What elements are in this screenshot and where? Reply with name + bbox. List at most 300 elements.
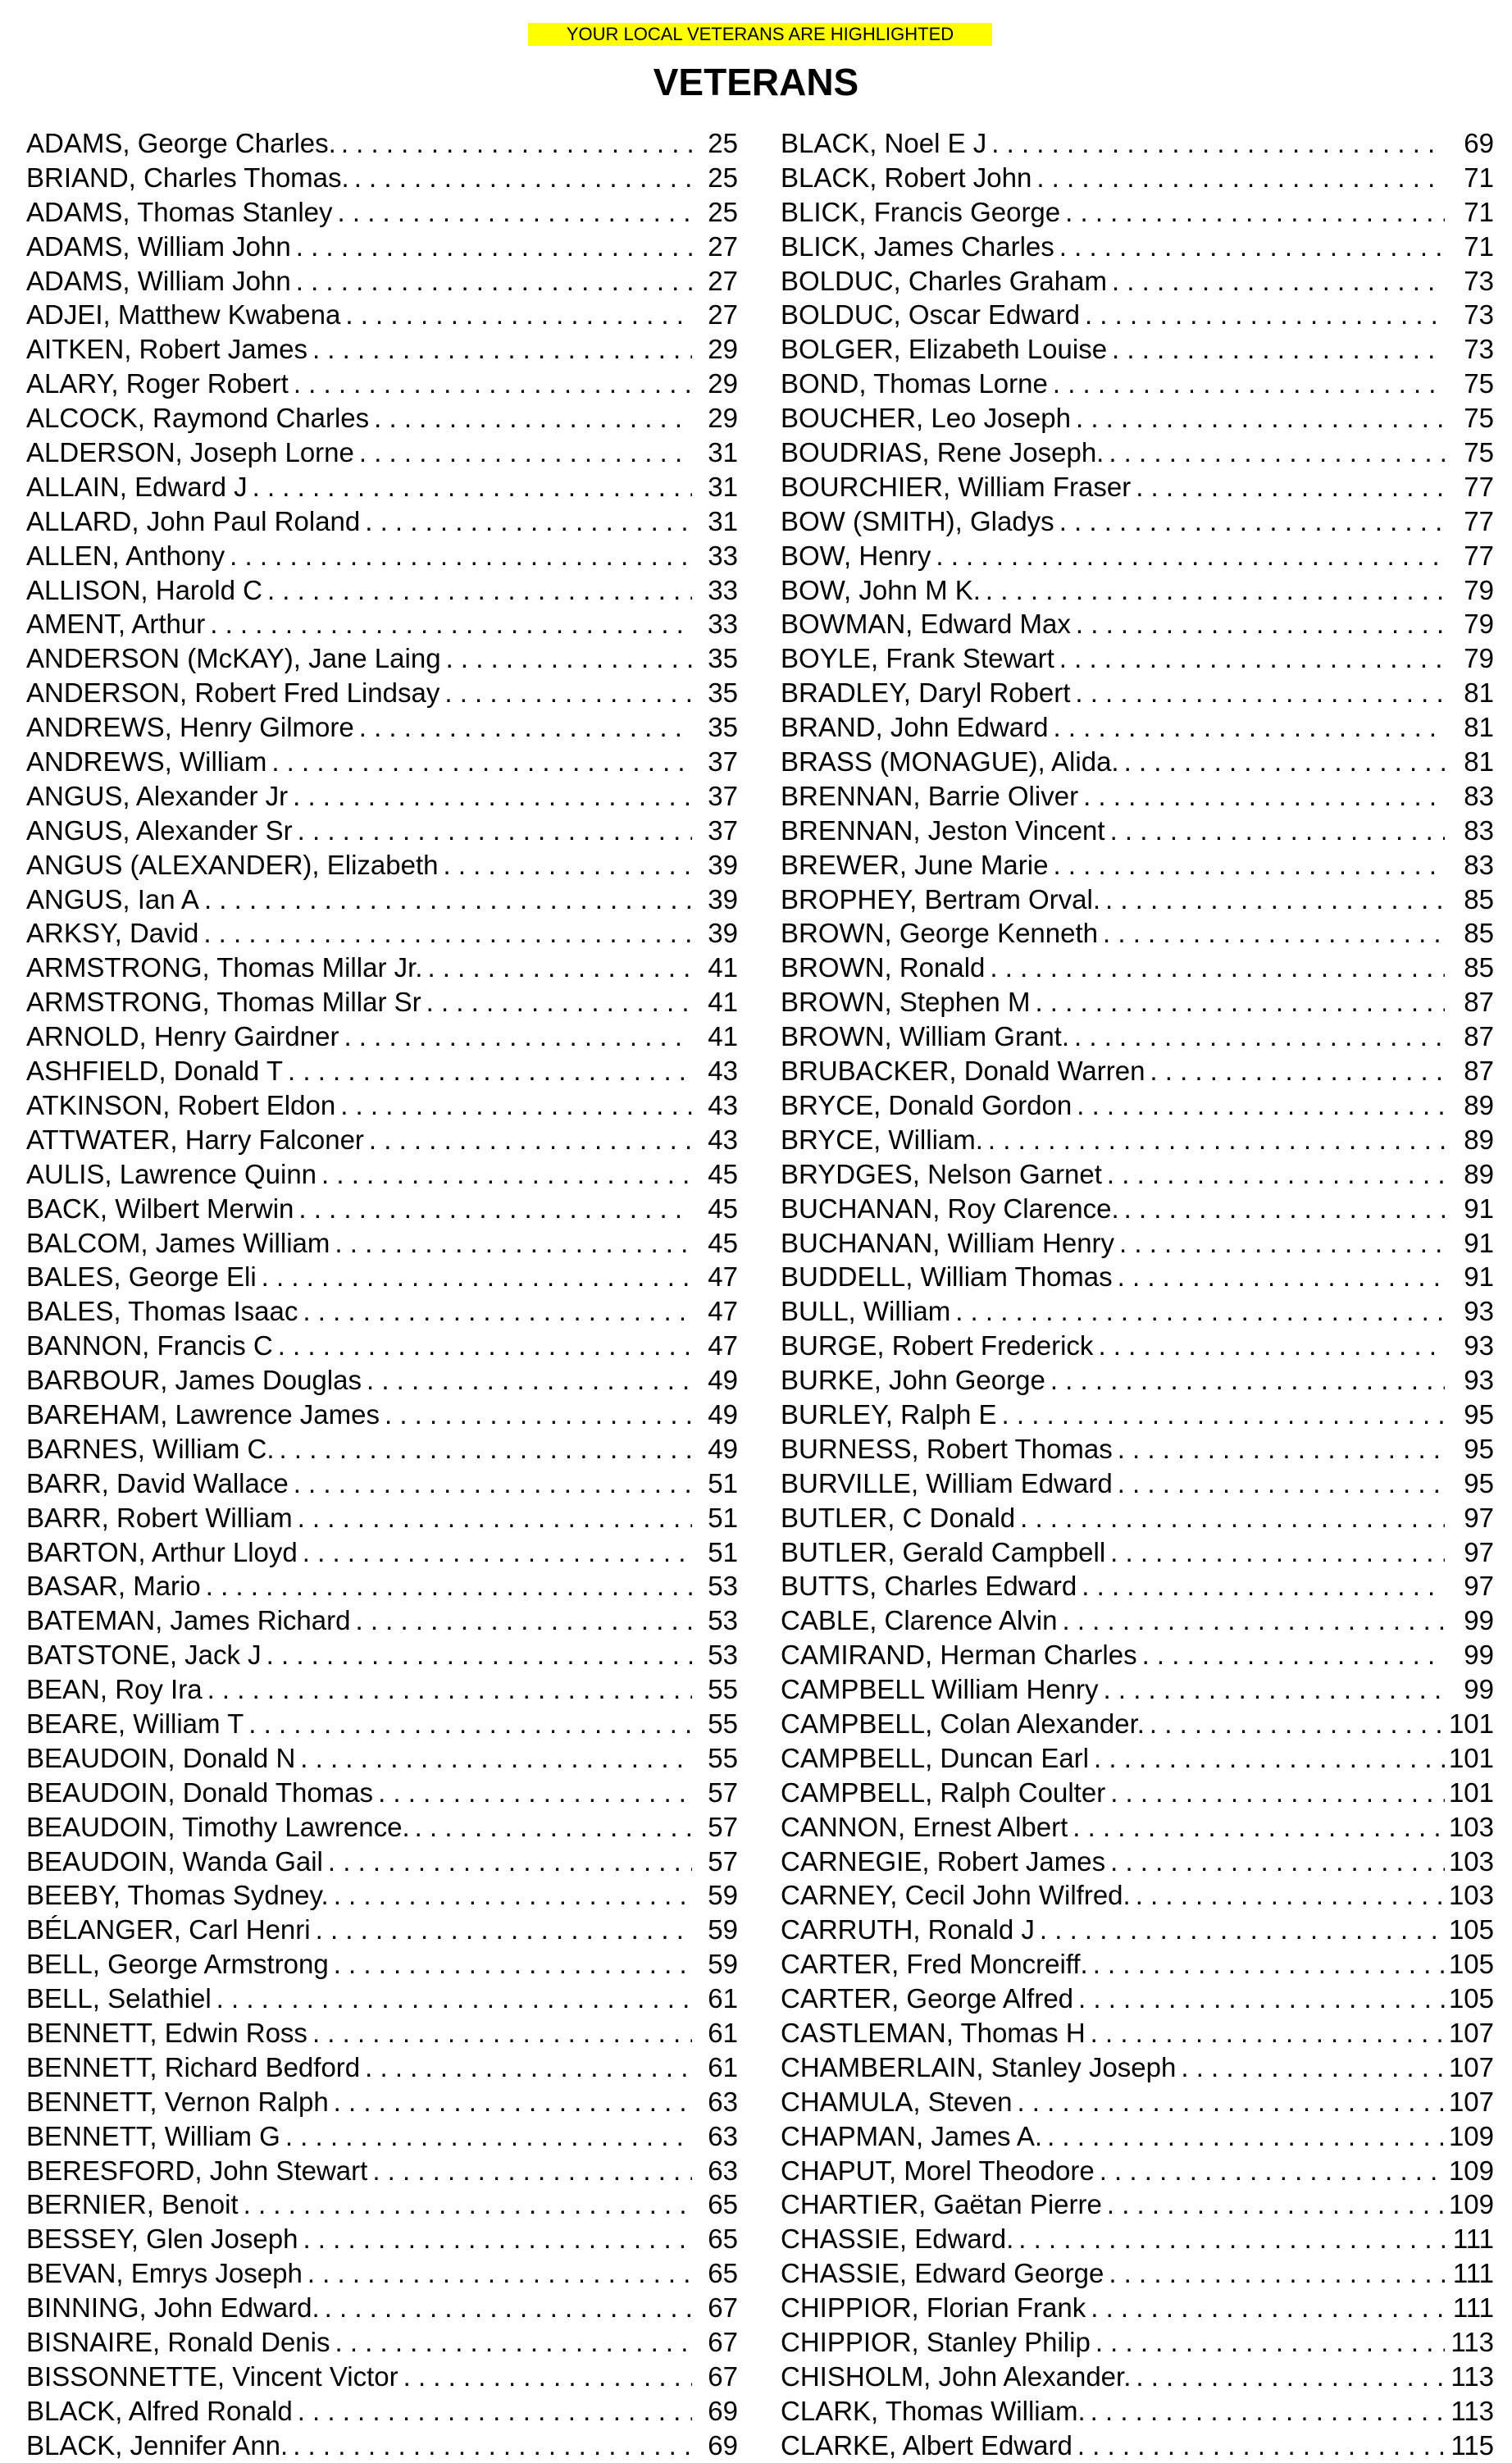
- index-entry: [26, 1672, 738, 1707]
- page-number: 79: [1464, 574, 1494, 605]
- page-number: 87: [1464, 1056, 1494, 1087]
- page-number: 107: [1448, 2051, 1494, 2082]
- dot-leader: [336, 126, 692, 161]
- dot-leader: [1114, 1226, 1445, 1261]
- index-entry: [781, 985, 1494, 1019]
- veteran-name: BALES, Thomas Isaac: [26, 1296, 298, 1327]
- page-number: 67: [708, 2360, 738, 2392]
- veteran-name: CARTER, Fred Moncreiff.: [781, 1949, 1088, 1980]
- veteran-name: BROWN, Ronald: [781, 952, 986, 983]
- dot-leader: [289, 1466, 692, 1501]
- veteran-name: BRENNAN, Jeston Vincent: [781, 814, 1105, 846]
- veteran-name: BUTTS, Charles Edward: [781, 1571, 1077, 1602]
- dot-leader: [1048, 848, 1445, 883]
- index-entry: [26, 504, 738, 539]
- page-number: 73: [1464, 265, 1494, 296]
- index-entry: [26, 298, 738, 332]
- veteran-name: BUCHANAN, Roy Clarence.: [781, 1193, 1119, 1224]
- index-entry: [781, 1845, 1494, 1879]
- page-number: 75: [1464, 403, 1494, 434]
- dot-leader: [288, 2429, 692, 2463]
- veteran-name: AITKEN, Robert James: [26, 334, 307, 365]
- dot-leader: [201, 1569, 692, 1603]
- page-number: 85: [1464, 883, 1494, 915]
- index-entry: [26, 1226, 738, 1261]
- page-number: 31: [708, 505, 738, 536]
- dot-leader: [1145, 1054, 1445, 1088]
- page-number: 67: [708, 2292, 738, 2324]
- dot-leader: [320, 2291, 692, 2325]
- index-entry: [26, 1294, 738, 1329]
- veteran-name: BÉLANGER, Carl Henri: [26, 1914, 311, 1945]
- page-number: 61: [708, 1983, 738, 2014]
- dot-leader: [1091, 2325, 1445, 2360]
- dot-leader: [373, 1776, 692, 1810]
- page-number: 51: [708, 1536, 738, 1567]
- page-number: 59: [708, 1949, 738, 1980]
- dot-leader: [1068, 1810, 1445, 1845]
- dot-leader: [335, 1088, 692, 1123]
- page-number: 113: [1451, 2395, 1494, 2426]
- index-entry: [26, 126, 738, 161]
- index-entry: [26, 367, 738, 401]
- dot-leader: [1073, 2429, 1445, 2463]
- veteran-name: BASAR, Mario: [26, 1571, 201, 1602]
- dot-leader: [212, 1982, 692, 2016]
- index-entry: [781, 1019, 1494, 1054]
- index-entry: [781, 264, 1494, 299]
- veteran-name: BOWMAN, Edward Max: [781, 609, 1071, 640]
- veteran-name: CHAMBERLAIN, Stanley Joseph: [781, 2051, 1177, 2082]
- index-entry: [26, 951, 738, 985]
- veteran-name: ADAMS, George Charles.: [26, 128, 336, 158]
- dot-leader: [950, 1294, 1445, 1329]
- veteran-name: CAMPBELL, Colan Alexander.: [781, 1708, 1145, 1739]
- index-entry: [26, 573, 738, 608]
- page-number: 83: [1464, 780, 1494, 811]
- page-number: 99: [1464, 1674, 1494, 1705]
- veteran-name: BENNETT, Richard Bedford: [26, 2051, 361, 2082]
- dot-leader: [1080, 298, 1445, 332]
- dot-leader: [1054, 504, 1445, 539]
- dot-leader: [1119, 745, 1445, 779]
- index-entry: [781, 1501, 1494, 1535]
- veteran-name: BAREHAM, Lawrence James: [26, 1398, 380, 1430]
- page-number: 101: [1448, 1742, 1494, 1773]
- veteran-name: BOLGER, Elizabeth Louise: [781, 334, 1108, 365]
- veteran-name: BARTON, Arthur Lloyd: [26, 1536, 298, 1567]
- veteran-name: BESSEY, Glen Joseph: [26, 2224, 298, 2255]
- page-number: 105: [1448, 1914, 1494, 1945]
- dot-leader: [329, 2085, 692, 2119]
- veteran-name: BURNESS, Robert Thomas: [781, 1433, 1113, 1464]
- veteran-name: BOW, John M K.: [781, 574, 981, 605]
- page-number: 69: [708, 2395, 738, 2426]
- veteran-name: ANGUS, Ian A: [26, 883, 199, 915]
- dot-leader: [257, 1260, 692, 1294]
- veteran-name: ALCOCK, Raymond Charles: [26, 403, 370, 434]
- page-number: 59: [708, 1880, 738, 1911]
- dot-leader: [275, 1432, 692, 1466]
- veteran-name: CLARKE, Albert Edward: [781, 2429, 1073, 2461]
- index-entry: [26, 2222, 738, 2256]
- dot-leader: [369, 401, 692, 436]
- highlight-notice-banner: YOUR LOCAL VETERANS ARE HIGHLIGHTED: [528, 23, 992, 46]
- dot-leader: [266, 745, 692, 779]
- page-number: 25: [708, 128, 738, 158]
- page-number: 41: [708, 952, 738, 983]
- veteran-name: BUDDELL, William Thomas: [781, 1261, 1113, 1293]
- index-entry: [781, 1054, 1494, 1088]
- dot-leader: [330, 1226, 692, 1261]
- index-entry: [26, 1398, 738, 1432]
- dot-leader: [1107, 332, 1445, 367]
- page-number: 57: [708, 1845, 738, 1877]
- index-entry: [26, 607, 738, 641]
- index-entry: [26, 1054, 738, 1088]
- index-entry: [781, 539, 1494, 573]
- dot-leader: [410, 1810, 692, 1845]
- dot-leader: [354, 436, 692, 470]
- veteran-name: BEAUDOIN, Timothy Lawrence.: [26, 1811, 410, 1842]
- index-entry: [26, 1603, 738, 1638]
- page-number: 103: [1448, 1811, 1494, 1842]
- veteran-name: BURGE, Robert Frederick: [781, 1330, 1094, 1361]
- index-entry: [781, 2154, 1494, 2188]
- dot-leader: [1086, 2291, 1445, 2325]
- dot-leader: [360, 504, 692, 539]
- veteran-name: ALLEN, Anthony: [26, 540, 225, 571]
- page-number: 27: [708, 299, 738, 331]
- veteran-name: BROWN, George Kenneth: [781, 918, 1099, 949]
- dot-leader: [293, 2394, 692, 2429]
- index-entry: [26, 883, 738, 917]
- veteran-name: BLACK, Alfred Ronald: [26, 2395, 293, 2426]
- index-entry: [26, 814, 738, 848]
- veteran-name: AMENT, Arthur: [26, 609, 206, 640]
- page-number: 67: [708, 2327, 738, 2357]
- dot-leader: [441, 641, 692, 676]
- page-number: 111: [1452, 2224, 1494, 2255]
- dot-leader: [1048, 710, 1445, 745]
- dot-leader: [1070, 676, 1445, 710]
- page-number: 95: [1464, 1398, 1494, 1430]
- page-number: 73: [1464, 299, 1494, 331]
- dot-leader: [225, 539, 692, 573]
- veteran-name: BOND, Thomas Lorne: [781, 368, 1048, 399]
- dot-leader: [289, 367, 692, 401]
- index-entry: [26, 710, 738, 745]
- dot-leader: [1086, 2016, 1445, 2050]
- dot-leader: [1054, 641, 1445, 676]
- page-number: 91: [1464, 1261, 1494, 1293]
- page-number: 83: [1464, 814, 1494, 846]
- dot-leader: [203, 1672, 692, 1707]
- veteran-name: ARMSTRONG, Thomas Millar Sr: [26, 987, 421, 1018]
- index-entry: [26, 745, 738, 779]
- dot-leader: [311, 1913, 692, 1947]
- page-number: 93: [1464, 1330, 1494, 1361]
- page-number: 53: [708, 1571, 738, 1602]
- index-entry: [781, 161, 1494, 195]
- index-entry: [26, 848, 738, 883]
- veteran-name: CHASSIE, Edward George: [781, 2258, 1104, 2289]
- page-number: 115: [1451, 2429, 1494, 2461]
- page-number: 91: [1464, 1227, 1494, 1258]
- index-entry: [781, 641, 1494, 676]
- page-number: 109: [1448, 2189, 1494, 2220]
- index-entry: [781, 1913, 1494, 1947]
- page-number: 27: [708, 265, 738, 296]
- veteran-name: BRYCE, Donald Gordon: [781, 1089, 1073, 1120]
- dot-leader: [1113, 1432, 1445, 1466]
- veteran-name: BROPHEY, Bertram Orval.: [781, 883, 1100, 915]
- dot-leader: [1012, 2085, 1445, 2119]
- index-entry: [781, 676, 1494, 710]
- dot-leader: [293, 1501, 692, 1535]
- page-number: 55: [708, 1674, 738, 1705]
- page-number: 35: [708, 643, 738, 674]
- index-entry: [26, 1913, 738, 1947]
- page-number: 95: [1464, 1467, 1494, 1498]
- dot-leader: [1042, 2119, 1445, 2154]
- veteran-name: BATSTONE, Jack J: [26, 1640, 262, 1671]
- veteran-name: BANNON, Francis C: [26, 1330, 273, 1361]
- page-number: 39: [708, 883, 738, 915]
- veteran-name: ADAMS, Thomas Stanley: [26, 196, 333, 227]
- page-number: 103: [1448, 1845, 1494, 1877]
- index-entry: [26, 1810, 738, 1845]
- page-number: 105: [1448, 1983, 1494, 2014]
- index-entry: [781, 1260, 1494, 1294]
- index-entry: [781, 607, 1494, 641]
- dot-leader: [1073, 1982, 1445, 2016]
- veteran-name: BLACK, Robert John: [781, 162, 1032, 193]
- index-entry: [781, 1982, 1494, 2016]
- veteran-name: CHASSIE, Edward.: [781, 2224, 1014, 2255]
- index-entry: [26, 1501, 738, 1535]
- veteran-name: CHARTIER, Gaëtan Pierre: [781, 2189, 1102, 2220]
- veteran-name: CANNON, Ernest Albert: [781, 1811, 1068, 1842]
- veteran-name: BREWER, June Marie: [781, 849, 1049, 880]
- dot-leader: [1131, 2360, 1445, 2394]
- dot-leader: [367, 2154, 692, 2188]
- veteran-name: BISNAIRE, Ronald Denis: [26, 2327, 330, 2357]
- index-entry: [26, 1776, 738, 1810]
- dot-leader: [1071, 607, 1445, 641]
- page-number: 57: [708, 1777, 738, 1808]
- page-number: 113: [1451, 2360, 1494, 2392]
- index-entry: [26, 161, 738, 195]
- dot-leader: [1145, 1707, 1445, 1741]
- index-entry: [26, 539, 738, 573]
- index-entry: [781, 1398, 1494, 1432]
- dot-leader: [303, 2256, 692, 2291]
- page-number: 45: [708, 1158, 738, 1189]
- index-entry: [26, 1741, 738, 1776]
- dot-leader: [422, 951, 692, 985]
- veteran-name: BOW (SMITH), Gladys: [781, 505, 1054, 536]
- veteran-name: BURVILLE, William Edward: [781, 1467, 1113, 1498]
- page-number: 71: [1464, 162, 1494, 193]
- index-entry: [781, 2256, 1494, 2291]
- page-number: 85: [1464, 918, 1494, 949]
- veteran-name: ALARY, Roger Robert: [26, 368, 289, 399]
- veteran-name: BLICK, James Charles: [781, 230, 1054, 262]
- index-entry: [781, 951, 1494, 985]
- index-entry: [781, 1638, 1494, 1672]
- page-number: 63: [708, 2155, 738, 2186]
- page-number: 63: [708, 2086, 738, 2117]
- dot-leader: [981, 573, 1445, 608]
- veteran-name: BUCHANAN, William Henry: [781, 1227, 1115, 1258]
- index-entry: [26, 332, 738, 367]
- dot-leader: [295, 1741, 692, 1776]
- page-number: 89: [1464, 1158, 1494, 1189]
- veteran-name: CAMIRAND, Herman Charles: [781, 1640, 1137, 1671]
- index-entry: [781, 710, 1494, 745]
- dot-leader: [1089, 1741, 1445, 1776]
- veteran-name: BERNIER, Benoit: [26, 2189, 239, 2220]
- page-number: 113: [1451, 2327, 1494, 2357]
- page-number: 79: [1464, 643, 1494, 674]
- index-entry: [781, 2429, 1494, 2463]
- page-number: 33: [708, 609, 738, 640]
- page-number: 31: [708, 471, 738, 502]
- dot-leader: [333, 195, 692, 230]
- veteran-name: CLARK, Thomas William.: [781, 2395, 1086, 2426]
- dot-leader: [283, 1054, 692, 1088]
- page-number: 53: [708, 1640, 738, 1671]
- index-entry: [781, 126, 1494, 161]
- dot-leader: [298, 1294, 692, 1329]
- veteran-name: CARNEGIE, Robert James: [781, 1845, 1106, 1877]
- veteran-name: BRASS (MONAGUE), Alida.: [781, 746, 1119, 778]
- veteran-name: BENNETT, Vernon Ralph: [26, 2086, 329, 2117]
- page-number: 25: [708, 196, 738, 227]
- page-number: 25: [708, 162, 738, 193]
- veteran-name: ASHFIELD, Donald T: [26, 1056, 284, 1087]
- page-number: 47: [708, 1296, 738, 1327]
- index-entry: [781, 1157, 1494, 1192]
- dot-leader: [1102, 1157, 1445, 1192]
- veteran-name: CHAPUT, Morel Theodore: [781, 2155, 1095, 2186]
- page-number: 27: [708, 230, 738, 262]
- veteran-name: ALDERSON, Joseph Lorne: [26, 437, 354, 468]
- veteran-name: BEAUDOIN, Donald Thomas: [26, 1777, 374, 1808]
- index-entry: [26, 2429, 738, 2463]
- dot-leader: [1107, 264, 1445, 299]
- page-number: 71: [1464, 230, 1494, 262]
- index-entry: [781, 814, 1494, 848]
- dot-leader: [1015, 1501, 1445, 1535]
- veteran-name: CARRUTH, Ronald J: [781, 1914, 1035, 1945]
- page-number: 65: [708, 2189, 738, 2220]
- veteran-name: CAMPBELL, Duncan Earl: [781, 1742, 1090, 1773]
- veteran-name: BARNES, William C.: [26, 1433, 275, 1464]
- index-entry: [781, 1294, 1494, 1329]
- veteran-name: BACK, Wilbert Merwin: [26, 1193, 294, 1224]
- index-entry: [26, 264, 738, 299]
- page-number: 47: [708, 1261, 738, 1293]
- dot-leader: [340, 298, 692, 332]
- dot-leader: [198, 916, 692, 951]
- dot-leader: [983, 1123, 1445, 1157]
- index-entry: [26, 2154, 738, 2188]
- page-number: 75: [1464, 437, 1494, 468]
- page-number: 71: [1464, 196, 1494, 227]
- page-number: 79: [1464, 609, 1494, 640]
- index-entry: [26, 676, 738, 710]
- dot-leader: [262, 1638, 692, 1672]
- dot-leader: [1072, 1088, 1445, 1123]
- dot-leader: [439, 848, 693, 883]
- veteran-name: ANDREWS, Henry Gilmore: [26, 712, 354, 743]
- page-number: 37: [708, 746, 738, 778]
- dot-leader: [298, 2222, 692, 2256]
- dot-leader: [273, 1329, 692, 1363]
- dot-leader: [1104, 436, 1445, 470]
- page-number: 45: [708, 1193, 738, 1224]
- page-number: 101: [1448, 1708, 1494, 1739]
- dot-leader: [1113, 1466, 1445, 1501]
- index-entry: [781, 1088, 1494, 1123]
- page-number: 69: [708, 2429, 738, 2461]
- veteran-name: BOLDUC, Oscar Edward: [781, 299, 1080, 331]
- dot-leader: [1131, 1878, 1445, 1913]
- dot-leader: [1102, 2187, 1445, 2222]
- index-entry: [781, 779, 1494, 814]
- page-number: 43: [708, 1124, 738, 1155]
- index-entry: [26, 1123, 738, 1157]
- index-entry: [781, 401, 1494, 436]
- page-number: 99: [1464, 1640, 1494, 1671]
- dot-leader: [1035, 1913, 1445, 1947]
- page-number: 81: [1464, 712, 1494, 743]
- page-number: 37: [708, 780, 738, 811]
- page-number: 95: [1464, 1433, 1494, 1464]
- veteran-name: CHISHOLM, John Alexander.: [781, 2360, 1132, 2392]
- veteran-name: ALLAIN, Edward J: [26, 471, 248, 502]
- dot-leader: [354, 710, 692, 745]
- index-entry: [26, 916, 738, 951]
- veteran-name: BUTLER, Gerald Campbell: [781, 1536, 1106, 1567]
- dot-leader: [1119, 1192, 1445, 1226]
- page-number: 33: [708, 574, 738, 605]
- page-number: 97: [1464, 1571, 1494, 1602]
- index-entry: [781, 436, 1494, 470]
- page-number: 39: [708, 918, 738, 949]
- page-number: 65: [708, 2258, 738, 2289]
- veteran-name: BRYCE, William.: [781, 1124, 983, 1155]
- veteran-name: BARR, Robert William: [26, 1502, 293, 1533]
- index-entry: [26, 2256, 738, 2291]
- dot-leader: [1176, 2050, 1445, 2085]
- veteran-name: CAMPBELL, Ralph Coulter: [781, 1777, 1106, 1808]
- dot-leader: [380, 1398, 692, 1432]
- veteran-name: CARTER, George Alfred: [781, 1983, 1074, 2014]
- page-number: 57: [708, 1811, 738, 1842]
- veteran-name: BARR, David Wallace: [26, 1467, 289, 1498]
- page-number: 61: [708, 2051, 738, 2082]
- index-entry: [26, 2291, 738, 2325]
- dot-leader: [1088, 1947, 1445, 1982]
- index-entry: [26, 1947, 738, 1982]
- page-number: 87: [1464, 1021, 1494, 1052]
- index-entry: [26, 2050, 738, 2085]
- page-number: 55: [708, 1742, 738, 1773]
- dot-leader: [1058, 1603, 1446, 1638]
